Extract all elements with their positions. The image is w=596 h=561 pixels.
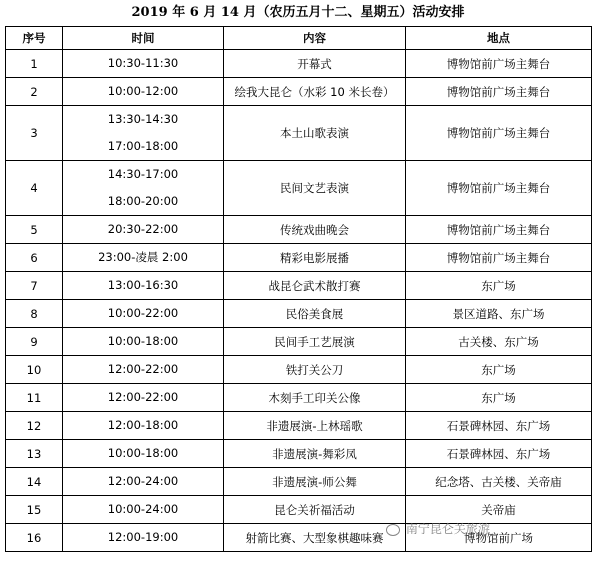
time-range: 10:00-18:00 xyxy=(107,334,179,348)
cell-seq: 13 xyxy=(6,440,63,468)
cell-seq: 6 xyxy=(6,244,63,272)
time-range: 10:00-22:00 xyxy=(107,306,179,320)
table-row xyxy=(6,272,592,300)
time-range: 12:00-19:00 xyxy=(107,530,179,544)
cell-seq: 3 xyxy=(6,106,63,161)
cell-time xyxy=(63,216,224,244)
cell-venue: 纪念塔、古关楼、关帝庙 xyxy=(406,468,592,496)
table-row xyxy=(6,524,592,552)
table-row xyxy=(6,216,592,244)
cell-seq: 2 xyxy=(6,78,63,106)
cell-venue: 古关楼、东广场 xyxy=(406,328,592,356)
time-range: 14:30-17:00 xyxy=(107,167,179,181)
cell-venue: 石景碑林园、东广场 xyxy=(406,440,592,468)
time-range: 17:00-18:00 xyxy=(107,139,179,153)
cell-venue: 博物馆前广场主舞台 xyxy=(406,106,592,161)
table-row xyxy=(6,78,592,106)
table-row xyxy=(6,384,592,412)
time-range: 12:00-24:00 xyxy=(107,474,179,488)
cell-seq: 11 xyxy=(6,384,63,412)
cell-content: 昆仑关祈福活动 xyxy=(224,496,406,524)
time-range: 12:00-18:00 xyxy=(107,418,179,432)
cell-time xyxy=(63,524,224,552)
header-content: 内容 xyxy=(224,27,406,50)
cell-venue: 博物馆前广场主舞台 xyxy=(406,78,592,106)
time-range: 12:00-22:00 xyxy=(107,390,179,404)
cell-content: 射箭比赛、大型象棋趣味赛 xyxy=(224,524,406,552)
cell-time xyxy=(63,78,224,106)
time-range: 10:00-18:00 xyxy=(107,446,179,460)
table-row xyxy=(6,244,592,272)
cell-content: 民间手工艺展演 xyxy=(224,328,406,356)
time-range: 12:00-22:00 xyxy=(107,362,179,376)
cell-venue: 博物馆前广场主舞台 xyxy=(406,216,592,244)
cell-venue: 石景碑林园、东广场 xyxy=(406,412,592,440)
cell-seq: 15 xyxy=(6,496,63,524)
time-range: 10:00-24:00 xyxy=(107,502,179,516)
cell-time xyxy=(63,300,224,328)
table-row xyxy=(6,496,592,524)
table-row xyxy=(6,300,592,328)
cell-seq: 4 xyxy=(6,161,63,216)
time-range: 18:00-20:00 xyxy=(107,194,179,208)
table-header-row xyxy=(6,27,592,50)
cell-content: 战昆仑武术散打赛 xyxy=(224,272,406,300)
cell-time xyxy=(63,412,224,440)
header-seq: 序号 xyxy=(6,27,63,50)
cell-time xyxy=(63,50,224,78)
table-row xyxy=(6,161,592,216)
cell-time xyxy=(63,356,224,384)
table-row xyxy=(6,50,592,78)
table-row xyxy=(6,468,592,496)
header-time: 时间 xyxy=(63,27,224,50)
watermark xyxy=(386,520,490,537)
cell-content: 开幕式 xyxy=(224,50,406,78)
cell-time xyxy=(63,328,224,356)
cell-content: 传统戏曲晚会 xyxy=(224,216,406,244)
cell-content: 民间文艺表演 xyxy=(224,161,406,216)
cell-content: 非遗展演-舞彩凤 xyxy=(224,440,406,468)
watermark-text: 南宁昆仑关旅游 xyxy=(405,522,490,536)
cell-seq: 8 xyxy=(6,300,63,328)
cell-seq: 9 xyxy=(6,328,63,356)
time-range: 23:00-凌晨 2:00 xyxy=(98,250,188,264)
cell-venue: 博物馆前广场主舞台 xyxy=(406,244,592,272)
table-row xyxy=(6,440,592,468)
cell-content: 精彩电影展播 xyxy=(224,244,406,272)
cell-seq: 16 xyxy=(6,524,63,552)
table-row xyxy=(6,106,592,161)
cell-time xyxy=(63,106,224,161)
cell-venue: 景区道路、东广场 xyxy=(406,300,592,328)
cell-venue: 关帝庙 xyxy=(406,496,592,524)
cell-time xyxy=(63,272,224,300)
wechat-icon xyxy=(386,524,400,536)
page-title: 2019 年 6 月 14 月（农历五月十二、星期五）活动安排 xyxy=(131,5,465,20)
cell-time xyxy=(63,468,224,496)
table-row xyxy=(6,412,592,440)
cell-seq: 10 xyxy=(6,356,63,384)
cell-venue: 博物馆前广场主舞台 xyxy=(406,161,592,216)
cell-time xyxy=(63,161,224,216)
cell-time xyxy=(63,384,224,412)
cell-venue: 东广场 xyxy=(406,384,592,412)
time-range: 20:30-22:00 xyxy=(107,222,179,236)
time-range: 10:00-12:00 xyxy=(107,84,179,98)
time-range: 13:00-16:30 xyxy=(107,278,179,292)
schedule-table xyxy=(5,26,592,552)
cell-content: 木刻手工印关公像 xyxy=(224,384,406,412)
cell-seq: 12 xyxy=(6,412,63,440)
cell-venue: 博物馆前广场主舞台 xyxy=(406,50,592,78)
cell-content: 民俗美食展 xyxy=(224,300,406,328)
cell-venue: 博物馆前广场 xyxy=(406,524,592,552)
cell-seq: 7 xyxy=(6,272,63,300)
cell-seq: 1 xyxy=(6,50,63,78)
cell-venue: 东广场 xyxy=(406,272,592,300)
cell-content: 非遗展演-上林瑶歌 xyxy=(224,412,406,440)
cell-time xyxy=(63,440,224,468)
cell-time xyxy=(63,496,224,524)
time-range: 10:30-11:30 xyxy=(107,56,179,70)
cell-venue: 东广场 xyxy=(406,356,592,384)
cell-time xyxy=(63,244,224,272)
cell-content: 本土山歌表演 xyxy=(224,106,406,161)
cell-seq: 5 xyxy=(6,216,63,244)
table-row xyxy=(6,356,592,384)
cell-content: 非遗展演-师公舞 xyxy=(224,468,406,496)
cell-seq: 14 xyxy=(6,468,63,496)
header-venue: 地点 xyxy=(406,27,592,50)
table-row xyxy=(6,328,592,356)
time-range: 13:30-14:30 xyxy=(107,112,179,126)
cell-content: 铁打关公刀 xyxy=(224,356,406,384)
table-body xyxy=(6,50,592,552)
cell-content: 绘我大昆仑（水彩 10 米长卷） xyxy=(224,78,406,106)
